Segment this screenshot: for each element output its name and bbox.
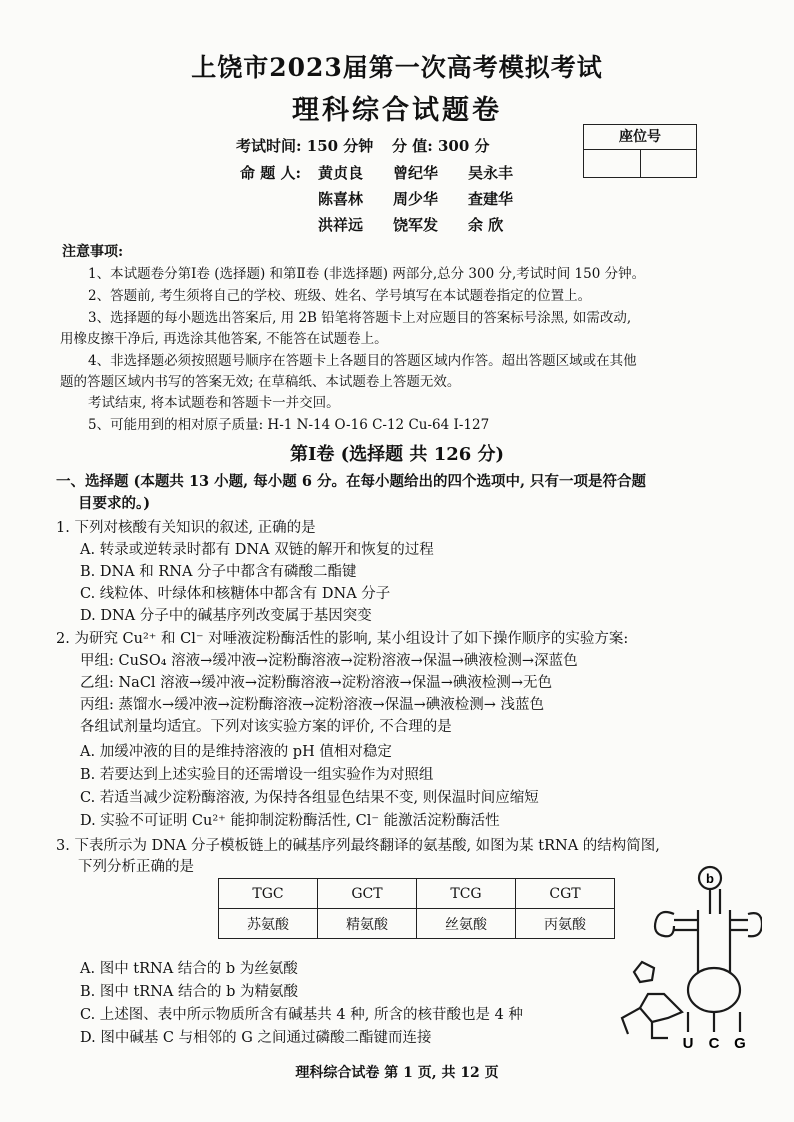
question-2-option: B. 若要达到上述实验目的还需增设一组实验作为对照组 bbox=[80, 767, 434, 783]
table-cell: 精氨酸 bbox=[318, 909, 417, 939]
d-loop bbox=[655, 912, 674, 936]
left-arm-stem bbox=[674, 920, 698, 930]
right-arm-stem bbox=[730, 920, 748, 930]
seat-cell bbox=[584, 150, 641, 177]
author-name: 周少华 bbox=[393, 190, 439, 208]
section-title: 第Ⅰ卷 (选择题 共 126 分) bbox=[289, 444, 505, 465]
seat-cell bbox=[641, 150, 696, 177]
table-row bbox=[219, 879, 615, 909]
author-name: 曾纪华 bbox=[393, 164, 439, 182]
question-2-group: 丙组: 蒸馏水→缓冲液→淀粉酶溶液→淀粉溶液→保温→碘液检测→ 浅蓝色 bbox=[80, 697, 544, 713]
note-line: 用橡皮擦干净后, 再选涂其他答案, 不能答在试题卷上。 bbox=[60, 331, 388, 347]
question-3-stem: 下列分析正确的是 bbox=[78, 859, 194, 875]
seat-number-box bbox=[583, 124, 697, 178]
nucleotide-shape bbox=[634, 962, 654, 982]
note-line: 1、本试题卷分第Ⅰ卷 (选择题) 和第Ⅱ卷 (非选择题) 两部分,总分 300 分,考试时间 150 分钟。 bbox=[88, 266, 646, 282]
table-cell: TGC bbox=[219, 879, 318, 909]
table-cell: GCT bbox=[318, 879, 417, 909]
question-2-option: C. 若适当减少淀粉酶溶液, 为保持各组显色结果不变, 则保温时间应缩短 bbox=[80, 790, 539, 806]
note-line: 2、答题前, 考生须将自己的学校、班级、姓名、学号填写在本试题卷指定的位置上。 bbox=[88, 288, 592, 304]
seat-number-label: 座位号 bbox=[584, 125, 696, 150]
note-line: 3、选择题的每小题选出答案后, 用 2B 铅笔将答题卡上对应题目的答案标号涂黑, 如需改动, bbox=[88, 310, 632, 326]
t-loop bbox=[748, 913, 762, 936]
table-cell: 丝氨酸 bbox=[417, 909, 516, 939]
anticodon-base: C bbox=[708, 1035, 720, 1052]
anticodon-base: U bbox=[682, 1035, 694, 1052]
question-1-option: C. 线粒体、叶绿体和核糖体中都含有 DNA 分子 bbox=[80, 586, 391, 602]
question-3-option: D. 图中碱基 C 与相邻的 G 之间通过磷酸二酯键而连接 bbox=[80, 1030, 432, 1046]
exam-subtitle: 理科综合试题卷 bbox=[292, 95, 502, 126]
part-instruction: 目要求的。) bbox=[78, 495, 151, 512]
exam-time: 考试时间: 150 分钟 bbox=[236, 137, 374, 155]
anticodon-loop bbox=[688, 968, 740, 1012]
question-3-option: A. 图中 tRNA 结合的 b 为丝氨酸 bbox=[80, 961, 298, 977]
anticodon-base: G bbox=[734, 1035, 746, 1052]
exam-score: 分 值: 300 分 bbox=[392, 137, 490, 155]
question-2-option: D. 实验不可证明 Cu²⁺ 能抑制淀粉酶活性, Cl⁻ 能激活淀粉酶活性 bbox=[80, 813, 500, 829]
question-1-option: B. DNA 和 RNA 分子中都含有磷酸二酯键 bbox=[80, 564, 357, 580]
question-3-option: B. 图中 tRNA 结合的 b 为精氨酸 bbox=[80, 984, 298, 1000]
table-cell: TCG bbox=[417, 879, 516, 909]
author-name: 查建华 bbox=[468, 190, 514, 208]
question-2-option: A. 加缓冲液的目的是维持溶液的 pH 值相对稳定 bbox=[80, 744, 392, 760]
table-row bbox=[219, 909, 615, 939]
part-instruction: 一、选择题 (本题共 13 小题, 每小题 6 分。在每小题给出的四个选项中, 只有一项是符合题 bbox=[56, 473, 647, 490]
notes-heading: 注意事项: bbox=[62, 244, 124, 260]
author-name: 吴永丰 bbox=[468, 164, 514, 182]
trna-structure-diagram bbox=[612, 862, 762, 1052]
question-1-stem: 1. 下列对核酸有关知识的叙述, 正确的是 bbox=[56, 520, 316, 536]
note-line: 考试结束, 将本试题卷和答题卡一并交回。 bbox=[88, 395, 340, 411]
trna-top-label: b bbox=[706, 871, 714, 886]
exam-title: 上饶市2023届第一次高考模拟考试 bbox=[191, 53, 603, 82]
acceptor-stem bbox=[710, 889, 720, 914]
table-cell: 丙氨酸 bbox=[516, 909, 615, 939]
author-name: 饶军发 bbox=[393, 216, 439, 234]
question-2-group: 乙组: NaCl 溶液→缓冲液→淀粉酶溶液→淀粉溶液→保温→碘液检测→无色 bbox=[80, 675, 553, 691]
nucleotide-shape bbox=[640, 994, 682, 1022]
author-name: 黄贞良 bbox=[318, 164, 364, 182]
table-cell: 苏氨酸 bbox=[219, 909, 318, 939]
author-name: 陈喜林 bbox=[318, 190, 364, 208]
question-2-ask: 各组试剂量均适宜。下列对该实验方案的评价, 不合理的是 bbox=[80, 719, 452, 735]
note-line: 题的答题区域内书写的答案无效; 在草稿纸、本试题卷上答题无效。 bbox=[60, 374, 461, 390]
table-cell: CGT bbox=[516, 879, 615, 909]
question-3-option: C. 上述图、表中所示物质所含有碱基共 4 种, 所含的核苷酸也是 4 种 bbox=[80, 1007, 523, 1023]
note-line: 4、非选择题必须按照题号顺序在答题卡上各题目的答题区域内作答。超出答题区域或在其他 bbox=[88, 353, 637, 369]
page-footer: 理科综合试卷 第 1 页, 共 12 页 bbox=[295, 1065, 499, 1081]
question-2-stem: 2. 为研究 Cu²⁺ 和 Cl⁻ 对唾液淀粉酶活性的影响, 某小组设计了如下操作顺序的实验方案: bbox=[56, 631, 629, 647]
question-1-option: A. 转录或逆转录时都有 DNA 双链的解开和恢复的过程 bbox=[80, 542, 434, 558]
author-name: 洪祥远 bbox=[318, 216, 364, 234]
note-line: 5、可能用到的相对原子质量: H-1 N-14 O-16 C-12 Cu-64 I-127 bbox=[88, 417, 490, 433]
question-1-option: D. DNA 分子中的碱基序列改变属于基因突变 bbox=[80, 608, 372, 624]
body-stem bbox=[698, 910, 730, 972]
question-3-stem: 3. 下表所示为 DNA 分子模板链上的碱基序列最终翻译的氨基酸, 如图为某 tRNA 的结构简图, bbox=[56, 838, 660, 854]
question-2-group: 甲组: CuSO₄ 溶液→缓冲液→淀粉酶溶液→淀粉溶液→保温→碘液检测→深蓝色 bbox=[80, 653, 578, 669]
authors-label: 命 题 人: bbox=[240, 164, 301, 182]
codon-table bbox=[218, 878, 615, 939]
author-name: 余 欣 bbox=[468, 216, 504, 234]
anticodon-bonds bbox=[688, 1012, 740, 1032]
